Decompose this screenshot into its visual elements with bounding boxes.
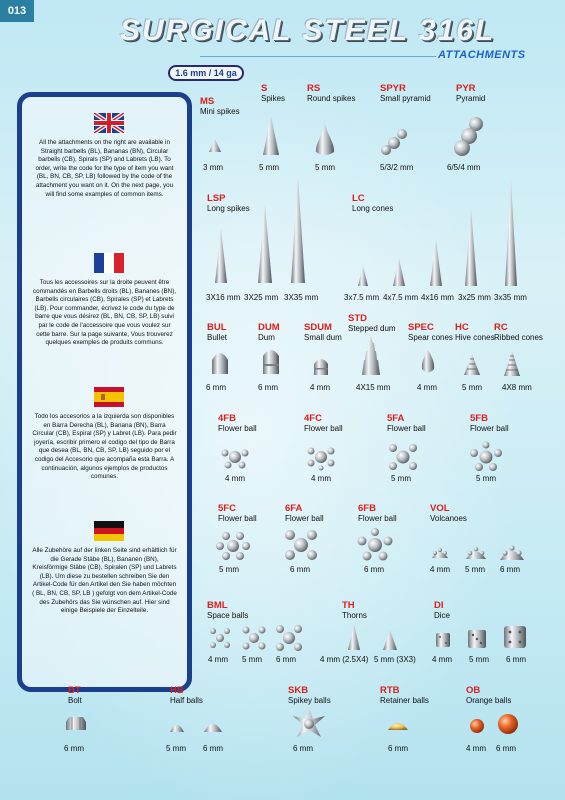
product-name-spyr: Small pyramid (380, 94, 431, 103)
size-lsp-2: 3X25 mm (244, 293, 279, 302)
product-code-s: S (261, 83, 268, 94)
spear-cone-image (418, 349, 438, 377)
mini-spike-image (205, 138, 225, 154)
product-name-lsp: Long spikes (207, 204, 250, 213)
size-vol-3: 6 mm (500, 565, 520, 574)
size-lc-3: 4x16 mm (421, 293, 454, 302)
size-lc-5: 3x35 mm (494, 293, 527, 302)
size-dum-1: 6 mm (258, 383, 278, 392)
product-code-vol: VOL (430, 503, 450, 514)
product-code-4fc: 4FC (304, 413, 322, 424)
size-lsp-1: 3X16 mm (206, 293, 241, 302)
size-th-2: 5 mm (3X3) (374, 655, 416, 664)
product-name-rtb: Retainer balls (380, 696, 429, 705)
product-name-sdum: Small dum (304, 333, 342, 342)
uk-flag-icon (94, 113, 124, 133)
spikey-ball-image (291, 706, 327, 740)
product-name-lc: Long cones (352, 204, 394, 213)
product-name-4fb: Flower ball (218, 424, 257, 433)
size-sdum-1: 4 mm (310, 383, 330, 392)
product-name-th: Thorns (342, 611, 367, 620)
volcanoes-image (428, 538, 530, 562)
product-name-ms: Mini spikes (200, 107, 240, 116)
product-code-std: STD (348, 313, 367, 324)
size-spec-1: 4 mm (417, 383, 437, 392)
size-bul-1: 6 mm (206, 383, 226, 392)
size-bt-1: 6 mm (64, 744, 84, 753)
product-name-6fa: Flower ball (285, 514, 324, 523)
product-code-5fb: 5FB (470, 413, 488, 424)
size-s-1: 5 mm (259, 163, 279, 172)
size-bml-1: 4 mm (208, 655, 228, 664)
product-code-5fa: 5FA (387, 413, 405, 424)
size-rtb-1: 6 mm (388, 744, 408, 753)
product-name-5fb: Flower ball (470, 424, 509, 433)
orange-balls-image (468, 712, 528, 736)
spike-image (260, 115, 282, 157)
product-code-ms: MS (200, 96, 215, 107)
product-name-spec: Spear cones (408, 333, 453, 342)
size-ob-1: 4 mm (466, 744, 486, 753)
size-lc-2: 4x7.5 mm (383, 293, 419, 302)
thorns-image (340, 622, 410, 652)
panel-text-fr: Tous les accessoires sur la droite peuvent être commandés en Barbells droits (BL), Bananes (BN), Barbells circulaires (CB), Spirales (SP) et Labrets (LB). Pour commander, écrivez le code du type de barre que vous désirez (BL, BN, CB, SP, LB) suivi par le code de l'accessoire que vous voulez sur cette barre. Sur la page suivante, Vous trouverez quelques exemples de produits communs. (32, 279, 177, 347)
small-pyramid-image (378, 126, 412, 156)
size-ob-2: 6 mm (496, 744, 516, 753)
product-name-bt: Bolt (68, 696, 82, 705)
product-code-lc: LC (352, 193, 365, 204)
size-ms-1: 3 mm (203, 163, 223, 172)
flower-ball-6fb-image (356, 528, 394, 562)
size-lsp-3: 3X35 mm (284, 293, 319, 302)
product-name-s: Spikes (261, 94, 286, 103)
size-hc-1: 5 mm (462, 383, 482, 392)
size-hb-2: 6 mm (203, 744, 223, 753)
product-code-spec: SPEC (408, 322, 434, 333)
size-di-3: 6 mm (506, 655, 526, 664)
size-6fa-1: 6 mm (290, 565, 310, 574)
size-lc-1: 3x7.5 mm (344, 293, 380, 302)
product-code-spyr: SPYR (380, 83, 406, 94)
size-4fc-1: 4 mm (311, 474, 331, 483)
product-code-skb: SKB (288, 685, 309, 696)
small-dum-image (312, 355, 330, 377)
retainer-ball-image (386, 716, 410, 734)
bullet-image (209, 348, 231, 376)
product-code-pyr: PYR (456, 83, 476, 94)
product-code-th: TH (342, 600, 355, 611)
gauge-badge: 1.6 mm / 14 ga (168, 65, 244, 81)
product-name-rc: Ribbed cones (494, 333, 543, 342)
product-name-dum: Dum (258, 333, 275, 342)
product-name-bml: Space balls (207, 611, 249, 620)
product-name-vol: Volcanoes (430, 514, 467, 523)
size-bml-3: 6 mm (276, 655, 296, 664)
product-code-hb: HB (170, 685, 184, 696)
product-name-hb: Half balls (170, 696, 203, 705)
flower-ball-5fb-image (468, 441, 504, 473)
size-5fb-1: 5 mm (476, 474, 496, 483)
product-name-5fa: Flower ball (387, 424, 426, 433)
product-name-pyr: Pyramid (456, 94, 486, 103)
product-name-6fb: Flower ball (358, 514, 397, 523)
size-std-1: 4X15 mm (356, 383, 391, 392)
hive-cone-image (462, 353, 482, 377)
product-code-6fb: 6FB (358, 503, 376, 514)
product-code-rc: RC (494, 322, 508, 333)
dice-image (432, 622, 532, 652)
product-name-std: Stepped dum (348, 324, 396, 333)
size-bml-2: 5 mm (242, 655, 262, 664)
info-panel (17, 92, 192, 692)
size-lc-4: 3x25 mm (458, 293, 491, 302)
flower-ball-5fa-image (385, 441, 421, 473)
ribbed-cone-image (502, 350, 522, 378)
product-code-rtb: RTB (380, 685, 400, 696)
size-4fb-1: 4 mm (225, 474, 245, 483)
size-spyr-1: 5/3/2 mm (380, 163, 414, 172)
france-flag-icon (94, 253, 124, 273)
product-code-bul: BUL (207, 322, 227, 333)
page-subtitle: ATTACHMENTS (438, 49, 526, 61)
panel-text-de: Alle Zubehöre auf der linken Seite sind erhältlich für die Gerade Stäbe (BL), Bananen (BN), Kreisförmige Stäbe (CB), Spiralen (SP) und Labrets (LB). Um diese zu bestellen schreiben Sie den Artikel-Code für den Artikel den Sie haben möchten ( BL, BN, CB, SP, LB ) gefolgt von dem Artikel-Code des Zubehörs das Sie wünschen auf. Hier sind einige Beispiele der Einzelteile. (32, 547, 177, 615)
flower-ball-6fa-image (282, 528, 320, 562)
product-code-lsp: LSP (207, 193, 226, 204)
size-5fa-1: 5 mm (391, 474, 411, 483)
half-balls-image (166, 716, 230, 736)
flower-ball-4fb-image (219, 443, 251, 471)
stepped-dum-image (360, 335, 382, 377)
size-hb-1: 5 mm (166, 744, 186, 753)
product-code-rs: RS (307, 83, 321, 94)
page-title: SURGICAL STEEL 316L (120, 14, 496, 47)
bolt-image (64, 712, 88, 732)
product-code-4fb: 4FB (218, 413, 236, 424)
product-name-skb: Spikey balls (288, 696, 331, 705)
product-name-ob: Orange balls (466, 696, 512, 705)
product-code-bml: BML (207, 600, 228, 611)
size-vol-1: 4 mm (430, 565, 450, 574)
product-name-5fc: Flower ball (218, 514, 257, 523)
panel-text-en: All the attachments on the right are available in Straight barbells (BL), Bananas (BN), Circular barbells (CB), Spirals (SP) and Labrets (LB). To order, write the code for the type of item you want (BL, BN, CB, SP, LB) followed by the code of the attachment you want on it. On the next page, you will find some examples of common items. (35, 139, 174, 198)
subtitle-underline (200, 56, 436, 57)
pyramid-image (452, 114, 488, 158)
product-name-rs: Round spikes (307, 94, 356, 103)
size-pyr-1: 6/5/4 mm (447, 163, 481, 172)
size-th-1: 4 mm (2.5X4) (320, 655, 369, 664)
product-code-di: DI (434, 600, 444, 611)
product-name-4fc: Flower ball (304, 424, 343, 433)
product-code-sdum: SDUM (304, 322, 332, 333)
product-name-di: Dice (434, 611, 451, 620)
germany-flag-icon (94, 521, 124, 541)
product-code-bt: BT (68, 685, 81, 696)
panel-text-es: Todo los accesorios a la izquierda son disponibles en Barra Derecha (BL), Banana (BN), Barra Circular (CB), Espiral (SP) y Labret (LB). Para pedir joyería, escribir primero el codigo del tipo de Barra que desea (BL, BN, CB, SP, LB) seguido por el codigo del Accesorio que acompaña esta Barra. A continuación, algunos ejemplos de productos comunes. (32, 413, 177, 481)
product-code-6fa: 6FA (285, 503, 303, 514)
size-vol-2: 5 mm (465, 565, 485, 574)
round-spike-image (313, 122, 337, 158)
space-balls-image (207, 624, 307, 652)
product-code-hc: HC (455, 322, 469, 333)
page-number: 013 (0, 0, 34, 22)
spain-flag-icon (94, 387, 124, 407)
product-name-hc: Hive cones (455, 333, 495, 342)
size-di-2: 5 mm (469, 655, 489, 664)
long-spikes-image (205, 175, 315, 287)
size-6fb-1: 6 mm (364, 565, 384, 574)
size-5fc-1: 5 mm (219, 565, 239, 574)
flower-ball-5fc-image (214, 531, 252, 561)
product-code-5fc: 5FC (218, 503, 236, 514)
product-name-bul: Bullet (207, 333, 228, 342)
size-skb-1: 6 mm (293, 744, 313, 753)
long-cones-image (345, 178, 535, 288)
size-rc-1: 4X8 mm (502, 383, 532, 392)
dum-image (260, 346, 282, 376)
flower-ball-4fc-image (305, 443, 337, 471)
product-code-dum: DUM (258, 322, 280, 333)
size-rs-1: 5 mm (315, 163, 335, 172)
size-di-1: 4 mm (432, 655, 452, 664)
product-code-ob: OB (466, 685, 481, 696)
